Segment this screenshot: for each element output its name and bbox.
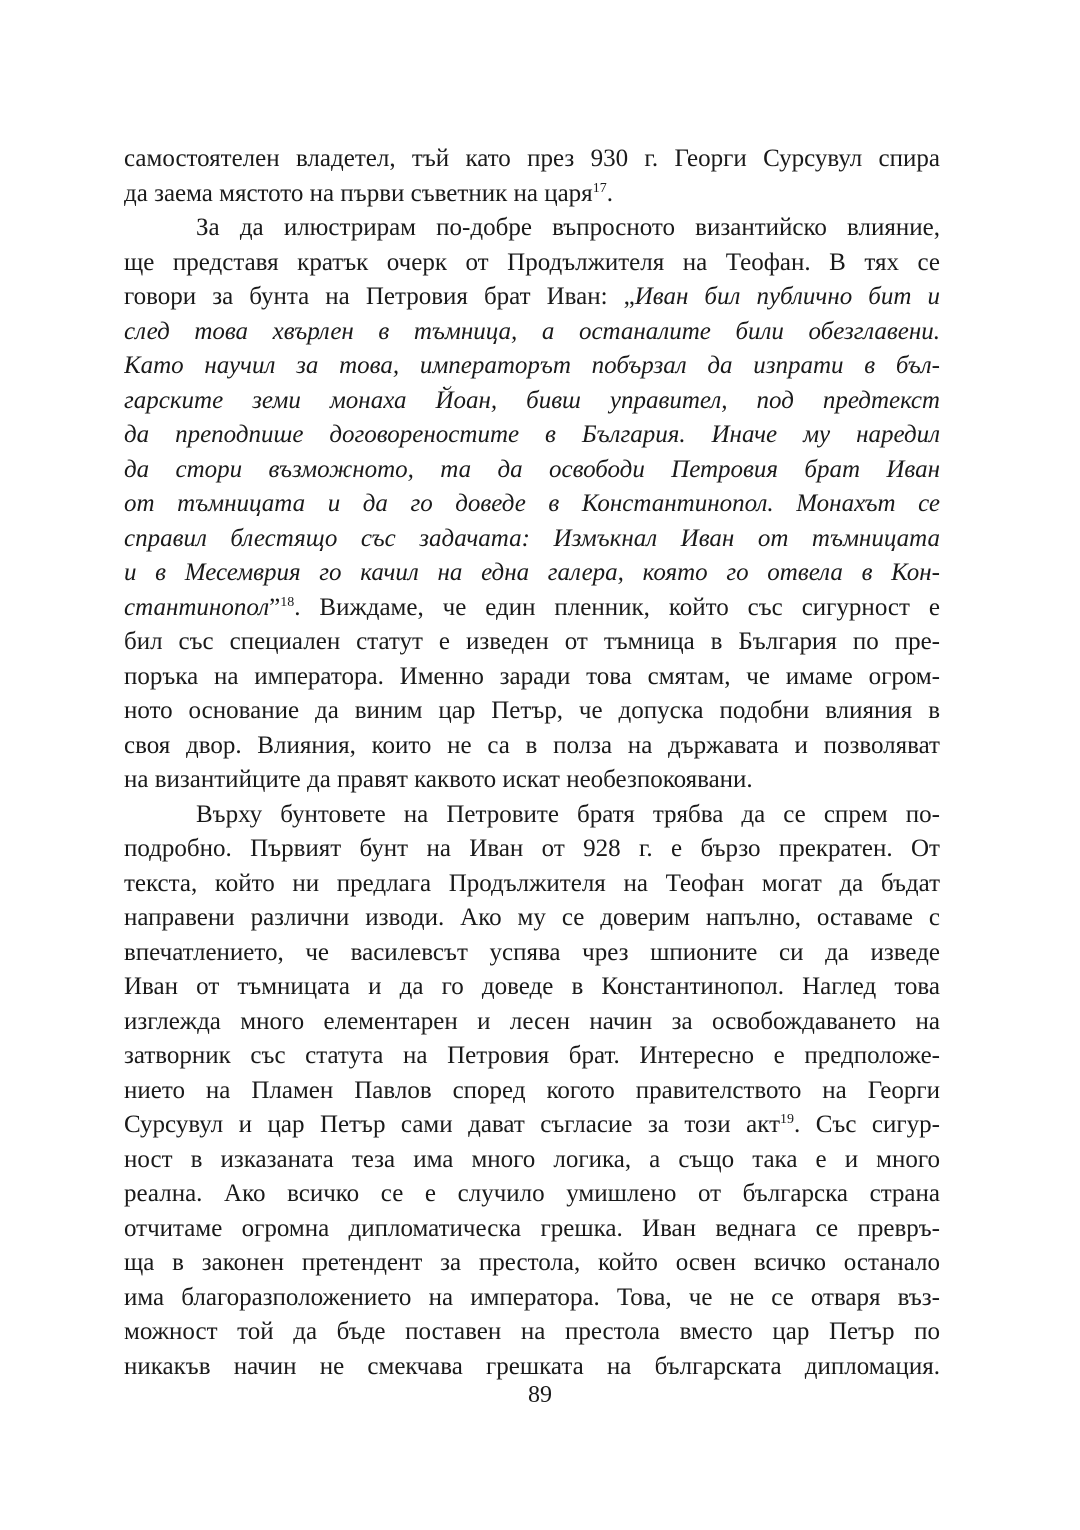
text-line [124,970,940,1005]
text-line [124,315,940,350]
text-line [124,763,940,798]
text-line [124,384,940,419]
text-line [124,1143,940,1178]
text-line [124,1108,940,1143]
text-run: . Със сигур- [794,1111,940,1138]
text-line [124,936,940,971]
text-line [124,1039,940,1074]
text-run: Върху бунтовете на Петровите братя трябва да се спрем по- [196,800,940,828]
page-number: 89 [528,1382,552,1408]
text-line [124,1074,940,1109]
text-line [124,867,940,902]
text-run: текста, който ни предлага Продължителя на Теофан могат да бъдат [124,869,940,897]
text-line [124,211,940,246]
quote-text: справил блестящо със задачата: Измъкнал Иван от тъмницата [124,524,940,552]
text-run: . Виждаме, че един пленник, който със сигурност е [294,593,940,621]
text-line [124,1246,940,1281]
text-run: ще представя кратък очерк от Продължителя на Теофан. В тях се [124,248,940,276]
text-run: своя двор. Влияния, които не са в полза на държавата и позволяват [124,731,940,759]
text-line [124,453,940,488]
text-line [124,798,940,833]
quote-text: стантинопол [124,593,270,621]
text-run: да заема мястото на първи съветник на царя [124,179,593,207]
text-line [124,901,940,936]
quote-text: Като научил за това, императорът побързал да изпрати в бъл- [124,352,940,379]
text-line [124,1315,940,1350]
footnote-ref: 17 [592,180,607,196]
text-line [124,142,940,177]
quote-text: гарските земи монаха Йоан, бивш управител, под предтекст [124,386,940,414]
text-run: изглежда много елементарен и лесен начин за освобождаването на [124,1007,940,1035]
text-line [124,1212,940,1247]
quote-text: след това хвърлен в тъмница, а останалите били обезглавени. [124,317,940,345]
text-run: подробно. Първият бунт на Иван от 928 г. е бързо прекратен. От [124,835,940,862]
text-run: никакъв начин не смекчава грешката на българската дипломация. [124,1352,940,1380]
text-run: ното основание да виним цар Петър, че допуска подобни влияния в [124,697,940,724]
text-run: Сурсувул и цар Петър сами дават съгласие за този акт [124,1111,781,1138]
quote-text: и в Месемврия го качил на една галера, която го отвела в Кон- [124,559,940,586]
text-run: отчитаме огромна дипломатическа грешка. Иван веднага се превръ- [124,1214,940,1242]
text-line [124,729,940,764]
text-line [124,832,940,867]
text-run: затворник със статута на Петровия брат. Интересно е предположе- [124,1042,940,1069]
text-line [124,556,940,591]
text-run: нието на Пламен Павлов според когото правителството на Георги [124,1076,940,1104]
text-run: поръка на императора. Именно заради това смятам, че имаме огром- [124,662,940,690]
quote-text: от тъмницата и да го доведе в Константинопол. Монахът се [124,490,940,517]
quote-text: да стори възможното, та да освободи Петровия брат Иван [124,455,940,483]
text-line [124,1177,940,1212]
quote-text: Иван бил публично бит и [634,283,940,310]
text-run: впечатлението, че василевсът успява чрез шпионите си да изведе [124,938,940,966]
text-run: на византийците да правят каквото искат необезпокоявани. [124,766,753,793]
text-run: говори за бунта на Петровия брат Иван: „ [124,283,635,310]
quote-text: да преподпише договореностите в България. Иначе му наредил [124,421,940,448]
text-run: За да илюстрирам по-добре въпросното византийско влияние, [196,214,940,241]
text-run: можност той да бъде поставен на престола вместо цар Петър по [124,1318,940,1345]
footnote-ref: 18 [280,594,295,610]
text-line [124,487,940,522]
text-line [124,1281,940,1316]
text-run: . [606,179,613,207]
text-line [124,177,940,212]
text-run: ” [269,593,281,621]
text-line [124,1005,940,1040]
text-line [124,418,940,453]
text-run: ност в изказаната теза има много логика, а също така е и много [124,1145,940,1173]
footnote-ref: 19 [780,1112,795,1127]
text-run: ща в законен претендент за престола, който освен всичко останало [124,1249,940,1276]
body-text [124,142,940,1384]
text-run: реална. Ако всичко се е случило умишлено от българска страна [124,1180,940,1207]
text-run: бил със специален статут е изведен от тъмница в България по пре- [124,628,940,655]
text-run: самостоятелен владетел, тъй като през 930 г. Георги Сурсувул спира [124,145,940,172]
text-line [124,522,940,557]
text-line [124,625,940,660]
text-line [124,660,940,695]
text-line [124,1350,940,1385]
text-run: има благоразположението на императора. Това, че не се отваря въз- [124,1283,940,1311]
text-line [124,246,940,281]
text-line [124,280,940,315]
text-line [124,349,940,384]
text-run: направени различни изводи. Ако му се доверим напълно, оставаме с [124,904,940,931]
text-line [124,591,940,626]
text-run: Иван от тъмницата и да го доведе в Константинопол. Наглед това [124,973,940,1000]
text-line [124,694,940,729]
